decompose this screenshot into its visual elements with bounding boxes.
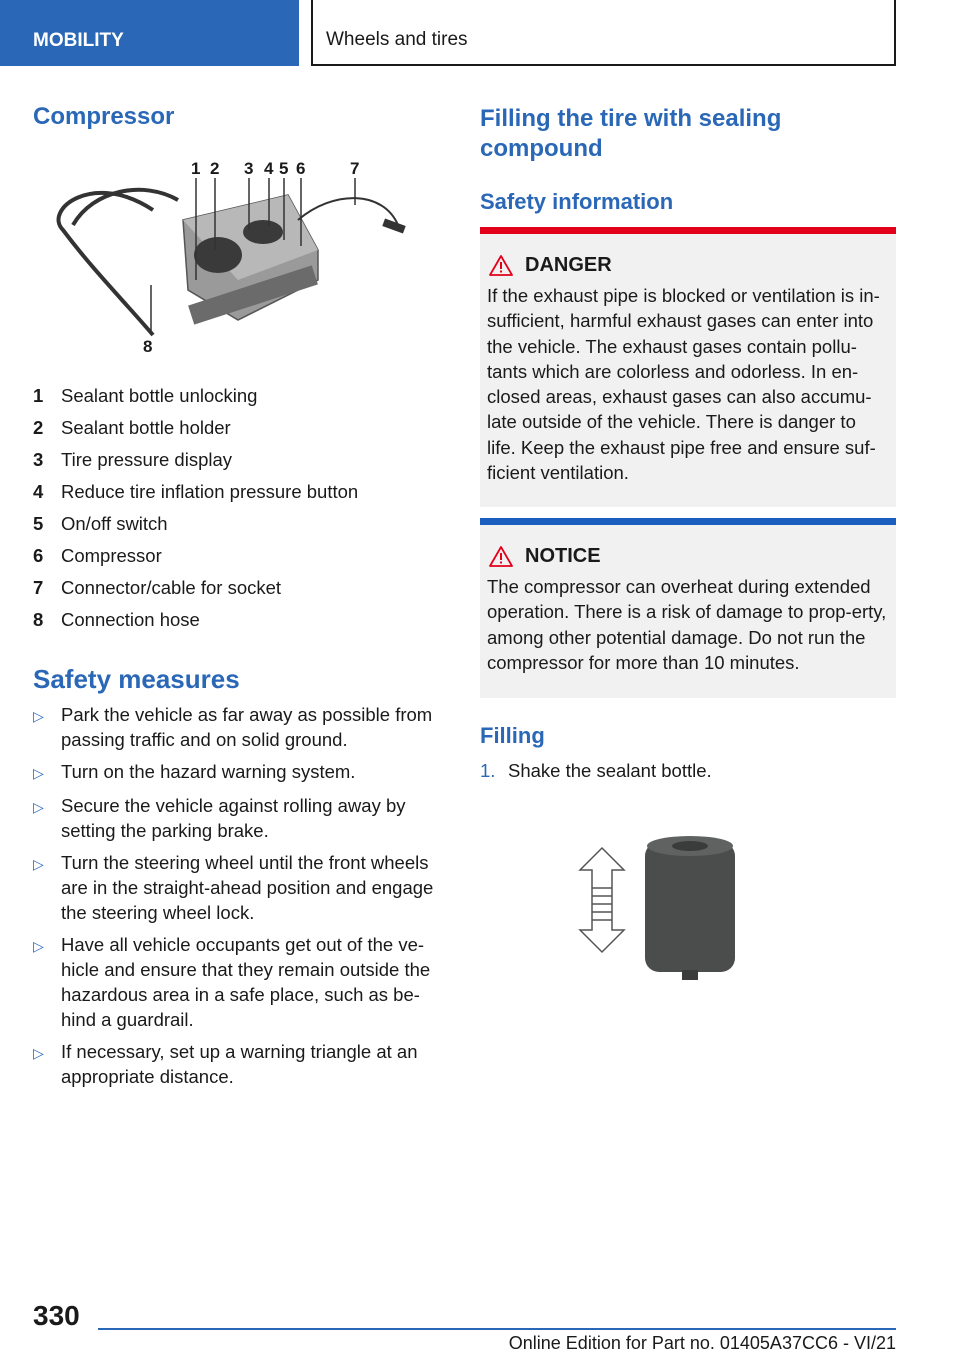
triangle-bullet-icon: ▷ [33, 1045, 44, 1061]
filling-tire-title: Filling the tire with sealing compound [480, 105, 782, 162]
footer-edition: Online Edition for Part no. 01405A37CC6 - VI/21 [508, 1333, 896, 1353]
fig-label-1: 1 [191, 159, 201, 178]
safety-information-title: Safety information [480, 189, 674, 214]
filling-title: Filling [480, 723, 545, 748]
list-item: ▷ Have all vehicle occupants get out of the ve-hicle and ensure that they remain outside the hazardous area in a safe place, such as be-hind a guardrail. [33, 934, 431, 1030]
danger-label: DANGER [525, 254, 612, 276]
triangle-bullet-icon: ▷ [33, 856, 44, 872]
notice-label: NOTICE [525, 545, 601, 567]
triangle-bullet-icon: ▷ [33, 938, 44, 954]
fig-label-6: 6 [296, 159, 306, 178]
page-number: 330 [33, 1300, 80, 1331]
warning-triangle-icon [489, 546, 513, 567]
legend-item: 7 Connector/cable for socket [33, 577, 282, 598]
legend-item: 3 Tire pressure display [33, 449, 233, 470]
notice-box [480, 518, 896, 698]
fig-label-2: 2 [210, 159, 220, 178]
warning-triangle-icon [489, 255, 513, 276]
step-item: 1. Shake the sealant bottle. [480, 760, 712, 781]
list-item: ▷ Turn on the hazard warning system. [33, 759, 448, 786]
legend-item: 5 On/off switch [33, 513, 168, 534]
legend-item: 4 Reduce tire inflation pressure button [33, 481, 359, 502]
fig-label-3: 3 [244, 159, 254, 178]
danger-box [480, 227, 896, 507]
up-down-arrow-icon [580, 848, 624, 952]
compressor-title: Compressor [33, 103, 175, 130]
legend-item: 8 Connection hose [33, 609, 200, 630]
footer-divider [98, 1328, 896, 1330]
triangle-bullet-icon: ▷ [33, 708, 44, 724]
header-section-tab: MOBILITY [0, 0, 299, 66]
legend-item: 6 Compressor [33, 545, 162, 566]
list-item: ▷ Secure the vehicle against rolling away by setting the parking brake. [33, 795, 406, 841]
safety-measures-list [33, 702, 448, 1096]
fig-label-7: 7 [350, 159, 360, 178]
sealant-bottle-shape [645, 836, 735, 980]
notice-text: The compressor can overheat during extended operation. There is a risk of damage to prop-erty, among other potential damage. Do not run the compressor for more than 10 minutes. [487, 576, 887, 673]
danger-text: If the exhaust pipe is blocked or ventilation is in-sufficient, harmful exhaust gases can enter into the vehicle. The exhaust gases contain pollu-tants which are colorless and odorless. In en-closed areas, exhaust gases can also accumu-late outside of the vehicle. There is danger to life. Keep the exhaust pipe free and ensure suf-ficient ventilation. [487, 285, 880, 484]
triangle-bullet-icon: ▷ [33, 765, 44, 781]
list-item: ▷ Park the vehicle as far away as possible from passing traffic and on solid ground. [33, 704, 433, 750]
legend-item: 1 Sealant bottle unlocking [33, 385, 258, 406]
sealant-bottle-figure [570, 830, 750, 990]
triangle-bullet-icon: ▷ [33, 799, 44, 815]
fig-label-5: 5 [279, 159, 289, 178]
list-item: ▷ If necessary, set up a warning triangle at an appropriate distance. [33, 1041, 418, 1087]
hose-shape [59, 193, 153, 335]
compressor-figure [33, 150, 448, 360]
fig-label-4: 4 [264, 159, 274, 178]
legend-item: 2 Sealant bottle holder [33, 417, 231, 438]
compressor-legend [33, 380, 448, 636]
fig-label-8: 8 [143, 337, 153, 356]
safety-measures-title: Safety measures [33, 664, 240, 694]
list-item: ▷ Turn the steering wheel until the front wheels are in the straight-ahead position and engage the steering wheel lock. [33, 852, 434, 923]
header-chapter-title: Wheels and tires [311, 0, 896, 66]
